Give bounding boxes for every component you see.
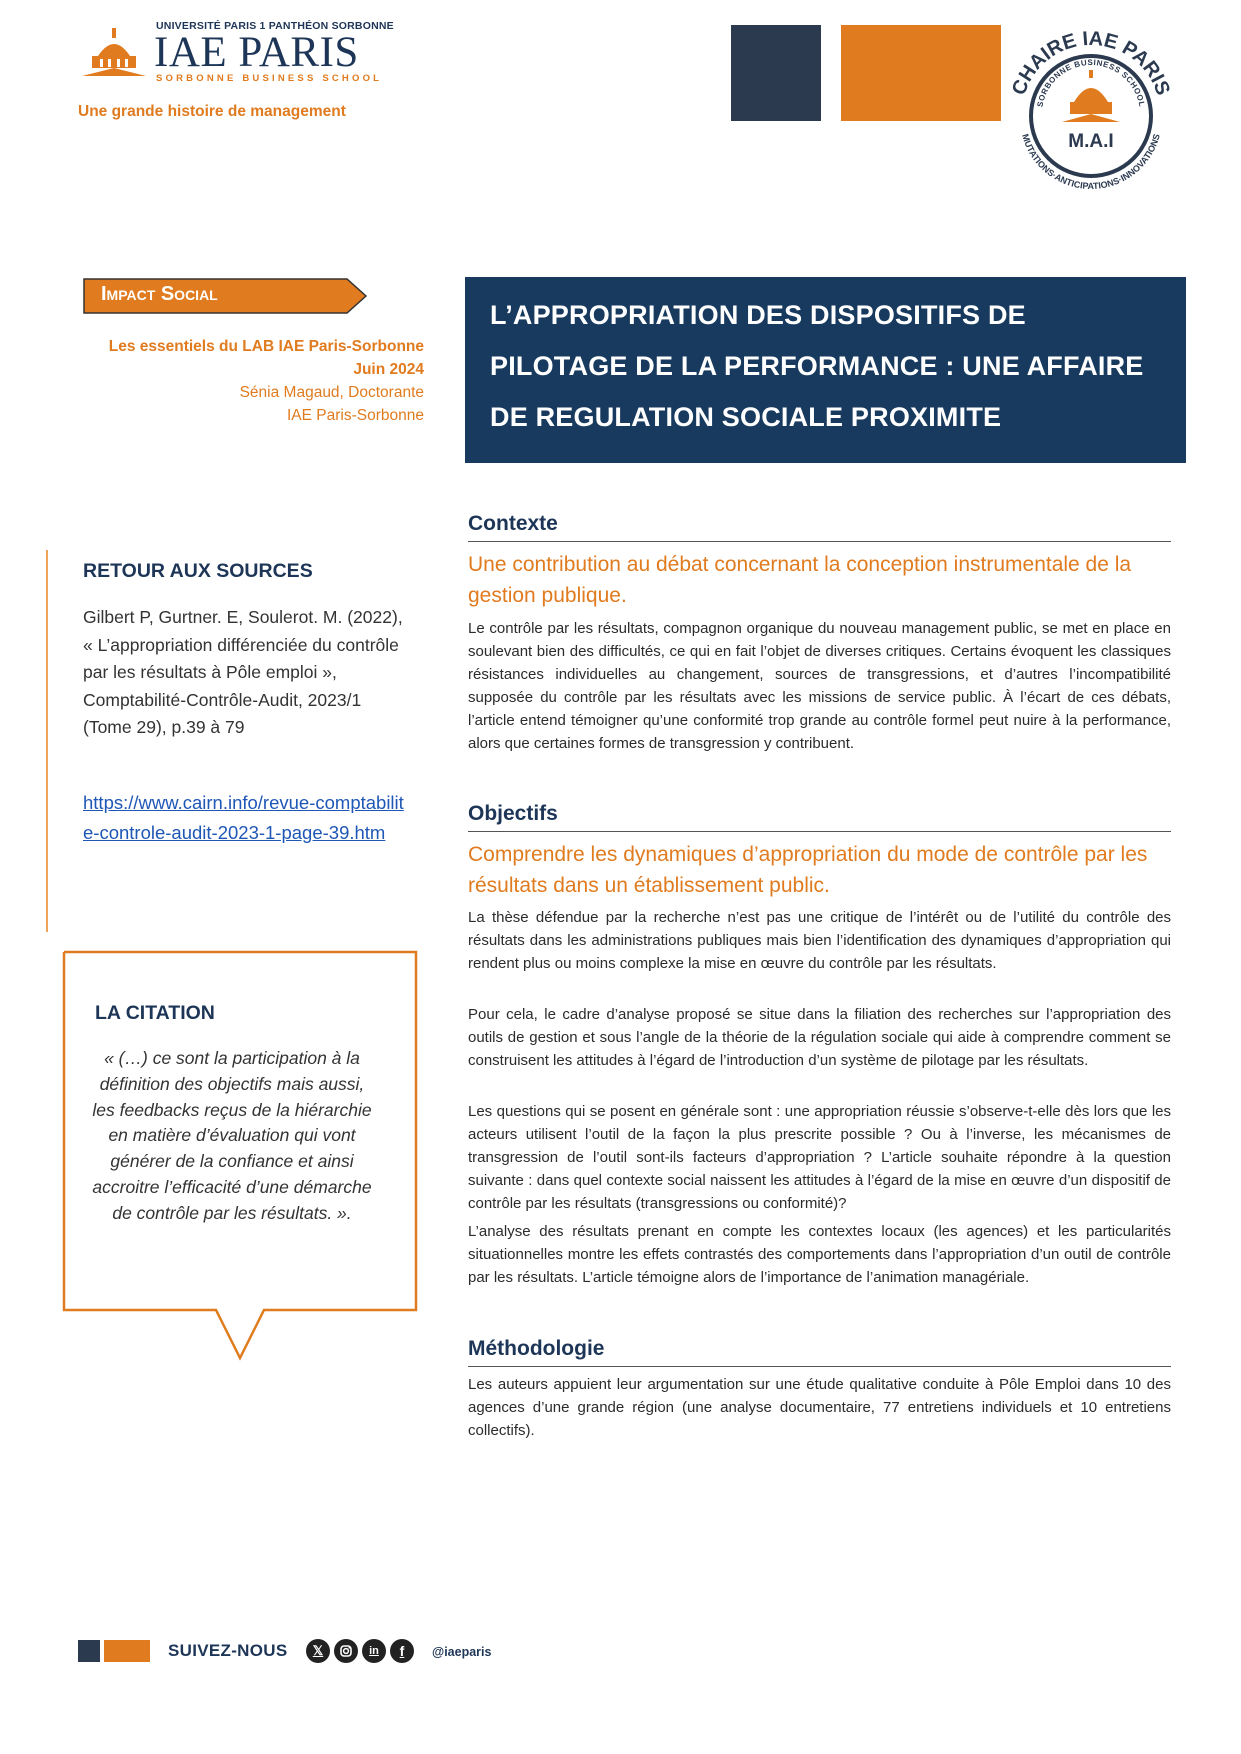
objectifs-heading: Objectifs <box>468 802 558 825</box>
essentials-date: Juin 2024 <box>353 361 424 378</box>
chaire-sub-text: SORBONNE BUSINESS SCHOOL <box>1035 57 1147 108</box>
building-dome-icon <box>78 26 150 82</box>
sources-heading: RETOUR AUX SOURCES <box>83 560 313 582</box>
school-name: SORBONNE BUSINESS SCHOOL <box>156 73 383 84</box>
objectifs-paragraph-2: Pour cela, le cadre d’analyse proposé se situe dans la filiation des recherches sur l’appropriation des outils de gestion et sous l’angle de la théorie de la régulation sociale qui aide à comprendre comment se construisent les attitudes à l’égard de l’introduction d’un système de pilotage par les résultats. <box>468 1006 1171 1069</box>
left-divider <box>46 550 48 932</box>
sources-link[interactable]: https://www.cairn.info/revue-comptabilite-controle-audit-2023-1-page-39.htm <box>83 792 404 843</box>
university-name: UNIVERSITÉ PARIS 1 PANTHÉON SORBONNE <box>156 20 394 32</box>
chaire-ring-text: MUTATIONS·ANTICIPATIONS·INNOVATIONS <box>1020 132 1162 192</box>
impact-tag-label: Impact Social <box>101 283 218 305</box>
x-icon[interactable]: 𝕏 <box>306 1639 330 1663</box>
footer-follow-label: SUIVEZ-NOUS <box>168 1641 288 1660</box>
chaire-seal-logo <box>1000 18 1182 204</box>
objectifs-paragraph-1: La thèse défendue par la recherche n’est pas une critique de l’intérêt ou de l’utilité du contrôle des résultats dans les administrations publiques mais bien l’identification des dynamiques d’appropriation qui rendent plus ou moins complexe la mise en œuvre du contrôle par les résultats. <box>468 909 1171 972</box>
iae-paris-logo <box>78 20 394 120</box>
facebook-icon[interactable]: f <box>390 1639 414 1663</box>
contexte-subtitle: Une contribution au débat concernant la conception instrumentale de la gestion publique. <box>468 553 1132 607</box>
chaire-top-text: CHAIRE IAE PARIS <box>1008 27 1174 99</box>
brand-name: IAE PARIS <box>154 29 359 76</box>
contexte-rule <box>468 541 1171 542</box>
objectifs-subtitle: Comprendre les dynamiques d’appropriation du mode de contrôle par les résultats dans un établissement public. <box>468 843 1148 897</box>
methodologie-rule <box>468 1366 1171 1367</box>
essentials-block <box>60 335 424 427</box>
sources-reference: Gilbert P, Gurtner. E, Soulerot. M. (2022), « L’appropriation différenciée du contrôle par les résultats à Pôle emploi », Comptabilité-Contrôle-Audit, 2023/1 (Tome 29), p.39 à 79 <box>83 607 403 737</box>
citation-text: « (…) ce sont la participation à la définition des objectifs mais aussi, les feedbacks reçus de la hiérarchie en matière d’évaluation qui vont générer de la confiance et ainsi accroitre l’efficacité d’une démarche de contrôle par les résultats. ». <box>92 1048 372 1223</box>
objectifs-paragraph-3: Les questions qui se posent en générale sont : une appropriation réussie s’observe-t-elle dès lors que les acteurs utilisent l’outil de la façon la plus prescrite possible ? Ou à l’inverse, les mécanismes de transgression de l’outil sont-ils facteurs d’appropriation ? L’article souhaite répondre à la question suivante : dans quel contexte social naissent les attitudes à l’égard de la mise en œuvre d’un dispositif de contrôle par les résultats (transgressions ou conformité)? <box>468 1103 1171 1212</box>
citation-heading: LA CITATION <box>95 1002 215 1024</box>
essentials-affiliation: IAE Paris-Sorbonne <box>287 407 424 424</box>
methodologie-heading: Méthodologie <box>468 1337 605 1360</box>
footer-rect-orange <box>104 1640 150 1662</box>
methodologie-paragraph: Les auteurs appuient leur argumentation sur une étude qualitative conduite à Pôle Emploi dans 10 des agences d’une grande région (une analyse documentaire, 77 entretiens individuels et 10 entretiens collectifs). <box>468 1376 1171 1439</box>
contexte-heading: Contexte <box>468 512 558 535</box>
linkedin-icon[interactable]: in <box>362 1639 386 1663</box>
objectifs-paragraph-4: L’analyse des résultats prenant en compte les contextes locaux (les agences) et les particularités situationnelles montre les effets contrastés des comportements dans l’appropriation d’un outil de contrôle par les résultats. L’article témoigne alors de l’importance de l’animation managériale. <box>468 1223 1171 1286</box>
instagram-icon[interactable] <box>334 1639 358 1663</box>
article-title: L’APPROPRIATION DES DISPOSITIFS DE PILOTAGE DE LA PERFORMANCE : UNE AFFAIRE DE REGULATION SOCIALE PROXIMITE <box>490 300 1144 432</box>
essentials-series: Les essentiels du LAB IAE Paris-Sorbonne <box>108 338 424 355</box>
contexte-paragraph: Le contrôle par les résultats, compagnon organique du nouveau management public, se met en place en soulevant bien des difficultés, ce qui en fait l’objet de diverses critiques. Certains évoquent les classiques résistances individuelles au changement, sources de transgressions, et d’autres l’incompatibilité supposée du contrôle par les résultats avec les missions de service public. À l’écart de ces débats, l’article entend témoigner qu’une conformité trop grande au contrôle formel peut nuire à la performance, alors que certaines formes de transgression y contribuent. <box>468 620 1171 752</box>
footer-handle: @iaeparis <box>432 1645 492 1659</box>
decor-rect-orange <box>841 25 1001 121</box>
footer-square-navy <box>78 1640 100 1662</box>
essentials-author: Sénia Magaud, Doctorante <box>239 384 424 401</box>
objectifs-rule <box>468 831 1171 832</box>
chaire-mai-text: M.A.I <box>1068 131 1114 152</box>
decor-square-navy <box>731 25 821 121</box>
brand-tagline: Une grande histoire de management <box>78 103 346 120</box>
